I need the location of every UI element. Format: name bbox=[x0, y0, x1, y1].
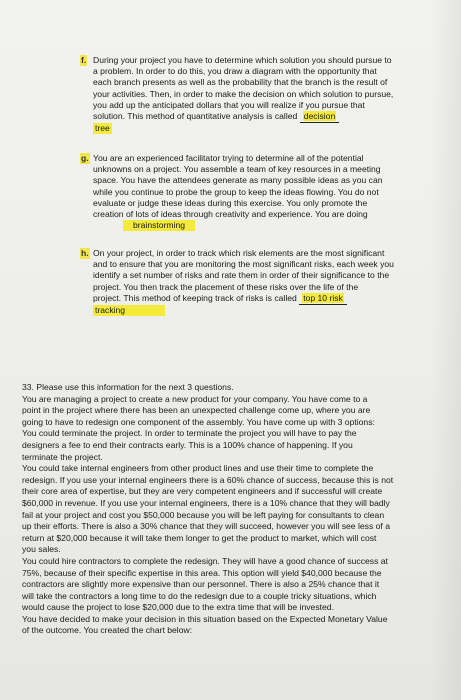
question-text: project. This method of keeping track of risks is called bbox=[93, 292, 297, 303]
text-line: project. You then track the placement of these risks over the life of the bbox=[93, 281, 359, 292]
text-line: you sales. bbox=[22, 544, 61, 555]
text-line: $60,000 in revenue. If you use your internal engineers, there is a 10% chance that they will badly bbox=[22, 497, 390, 508]
text-line: going to have to redesign one component of the assembly. You have come up with 3 options: bbox=[22, 416, 375, 427]
text-line: 75%, because of their specific expertise in this area. This option will yield $40,000 because the bbox=[22, 567, 382, 578]
text-line bbox=[93, 123, 428, 134]
question-item-h bbox=[81, 248, 428, 316]
text-line: creation of lots of ideas through creativity and experience. You are doing bbox=[93, 209, 368, 220]
text-line: identify a set number of risks and rate them in order of their significance to the bbox=[93, 270, 390, 281]
question-heading: 33. Please use this information for the next 3 questions. bbox=[22, 382, 234, 392]
answer-text: tree bbox=[95, 123, 110, 134]
text-line: a problem. In order to do this, you draw a diagram with the opportunity that bbox=[93, 66, 377, 77]
item-marker: f. bbox=[81, 55, 87, 65]
text-line bbox=[93, 111, 428, 123]
answer-blank bbox=[300, 111, 340, 123]
text-line: unknowns on a project. You assemble a team of key resources in a meeting bbox=[93, 164, 381, 175]
answer-text: top 10 risk bbox=[303, 292, 343, 303]
text-line bbox=[93, 220, 428, 231]
text-line: while you continue to probe the group to keep the ideas flowing. You do not bbox=[93, 186, 379, 197]
text-line: designers a fee to end their contracts early. This is a 100% chance of happening. If you bbox=[22, 439, 353, 450]
text-line: You could terminate the project. In order to terminate the project you will have to pay the bbox=[22, 428, 357, 439]
text-line: redesign. If you use your internal engineers there is a 60% chance of success, because this is not bbox=[22, 474, 394, 485]
answer-text: brainstorming bbox=[123, 220, 195, 231]
text-line: point in the project where there has been an unexpected challenge come up, where you are bbox=[22, 405, 371, 416]
text-line: You could take internal engineers from other product lines and use their time to complete the bbox=[22, 463, 374, 474]
text-line: You could hire contractors to complete the redesign. They will have a good chance of success at bbox=[22, 555, 388, 566]
text-line: you add up the anticipated dollars that you will realize if you pursue that bbox=[93, 99, 365, 110]
item-marker: h. bbox=[81, 248, 89, 258]
text-line: terminate the project. bbox=[22, 451, 103, 462]
text-line: You have decided to make your decision in this situation based on the Expected Monetary Value bbox=[22, 613, 388, 624]
text-line: return at $20,000 because it will take them longer to get the product to market, which will cost bbox=[22, 532, 377, 543]
answer-text: tracking bbox=[93, 305, 165, 316]
text-line bbox=[93, 305, 428, 316]
text-line: each branch presents as well as the probability that the branch is the result of bbox=[93, 77, 388, 88]
text-line: evaluate or judge these ideas during this exercise. You only promote the bbox=[93, 197, 368, 208]
text-line: contractors are slightly more expensive than our personnel. There is also a 25% chance that it bbox=[22, 579, 380, 590]
question-text: solution. This method of quantitative analysis is called bbox=[93, 111, 298, 122]
text-line: would cause the project to lose $20,000 due to the extra time that will be invested. bbox=[22, 602, 334, 613]
answer-blank bbox=[299, 293, 347, 305]
question-item-g bbox=[81, 153, 428, 231]
item-marker: g. bbox=[81, 153, 89, 163]
text-line: space. You have the attendees generate as many possible ideas as you can bbox=[93, 175, 383, 186]
question-item-f bbox=[81, 55, 428, 134]
page-edge-shadow bbox=[430, 0, 461, 700]
text-line: and to ensure that you are monitoring the most significant risks, each week you bbox=[93, 259, 394, 270]
text-line: You are an experienced facilitator trying to determine all of the potential bbox=[93, 153, 364, 163]
answer-text: decision bbox=[303, 111, 336, 122]
text-line: up their efforts. There is also a 30% chance that they will succeed, however you will see less of a bbox=[22, 521, 390, 532]
text-line: fail at your project and cost you $50,000 because you will be left paying for consultants to clean bbox=[22, 509, 385, 520]
text-line: will take the contractors a long time to do the redesign due to a couple tricky situations, which bbox=[22, 590, 377, 601]
text-line: On your project, in order to track which risk elements are the most significant bbox=[93, 248, 385, 258]
text-line bbox=[93, 293, 428, 305]
text-line: You are managing a project to create a new product for your company. You have come to a bbox=[22, 393, 368, 404]
question-33 bbox=[22, 382, 432, 637]
text-line: During your project you have to determine which solution you should pursue to bbox=[93, 55, 392, 65]
text-line: of the outcome. You created the chart below: bbox=[22, 625, 193, 636]
text-line: their core area of expertise, but they are very competent engineers and if successful will create bbox=[22, 486, 383, 497]
text-line: your activities. Then, in order to make the decision on which solution to pursue, bbox=[93, 88, 394, 99]
